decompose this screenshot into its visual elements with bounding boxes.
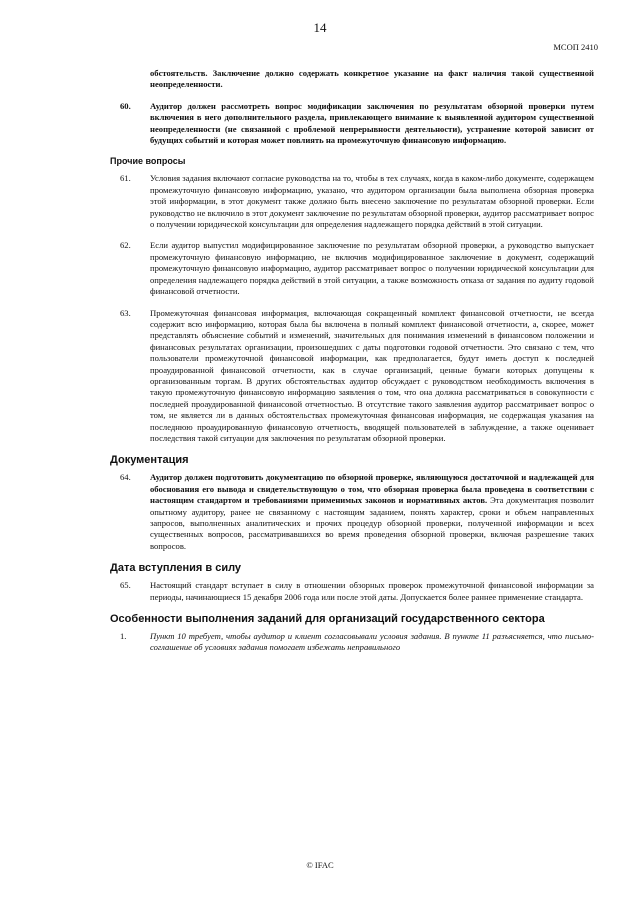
paragraph-63 — [110, 308, 594, 445]
intro-continuation: обстоятельств. Заключение должно содержать конкретное указание на факт наличия такой существенной неопределенности. — [150, 68, 594, 90]
section-heading-public-sector: Особенности выполнения заданий для организаций государственного сектора — [110, 613, 545, 626]
section-heading-documentation: Документация — [110, 454, 189, 467]
paragraph-text: Настоящий стандарт вступает в силу в отношении обзорных проверок промежуточной финансовой информации за периоды, начинающиеся 15 декабря 2006 года или после этой даты. Допускается более раннее применение стандарта. — [150, 580, 594, 602]
paragraph-number: 1. — [120, 631, 127, 642]
public-sector-paragraph-1 — [110, 631, 594, 654]
paragraph-number: 61. — [120, 173, 131, 184]
paragraph-62 — [110, 240, 594, 297]
paragraph-number: 65. — [120, 580, 131, 591]
document-code: МСОП 2410 — [553, 42, 598, 52]
paragraph-text: Аудитор должен рассмотреть вопрос модификации заключения по результатам обзорной проверки путем включения в него дополнительного раздела, привлекающего внимание к выявленной аудитором существенной неопределенности (не связанной с проблемой непрерывности деятельности), устранение которой зависит от будущих событий и которая может повлиять на промежуточную финансовую информацию. — [150, 100, 594, 146]
paragraph-61 — [110, 173, 594, 230]
paragraph-plain-text: Эта документация позволит опытному аудитору, ранее не связанному с настоящим заданием, понять характер, сроки и объем направленных запросов, выполненных аналитических и прочих процедур обзорной проверки, полученной информации и всех существенных вопросов, рассматривавшихся во время проведения обзорной проверки, включая разрешение таких вопросов. — [150, 495, 594, 551]
section-heading-other-issues: Прочие вопросы — [110, 156, 186, 167]
paragraph-text: Если аудитор выпустил модифицированное заключение по результатам обзорной проверки, а руководство выпускает промежуточную финансовую информацию, не включив модифицированное заключение в документ, содержащий промежуточную финансовую информацию, аудитор рассматривает вопрос о получении юридической консультации для определения надлежащего порядка действий в этой ситуации, а также возможность отказа от задания по аудиту годовой финансовой отчетности. — [150, 240, 594, 297]
page-number: 14 — [313, 20, 327, 35]
paragraph-bold-text: Аудитор должен подготовить документацию по обзорной проверке, являющуюся достаточной и надлежащей для обоснования его вывода и свидетельствующую о том, что обзорная проверка была проведена в соответствии с настоящим стандартом и требованиями применимых законов и нормативных актов. — [150, 472, 594, 506]
section-heading-effective-date: Дата вступления в силу — [110, 562, 242, 575]
copyright-footer: © IFAC — [306, 860, 334, 870]
page-content — [110, 68, 594, 664]
paragraph-65 — [110, 580, 594, 603]
paragraph-text: Условия задания включают согласие руководства на то, чтобы в тех случаях, когда в каком-либо документе, содержащем промежуточную финансовую информацию, указано, что аудитором организации была выполнена обзорная проверка этой информации, в этот документ также должно быть внесено заключение по результатам обзорной проверки. Если руководство не включило в этот документ заключение по результатам обзорной проверки, аудитор рассматривает вопрос о получении юридической консультации для определения надлежащего порядка действий в этой ситуации. — [150, 173, 594, 230]
paragraph-text: Пункт 10 требует, чтобы аудитор и клиент согласовывали условия задания. В пункте 11 разъясняется, что письмо-соглашение об условиях задания помогает избежать неправильного — [150, 631, 594, 653]
paragraph-number: 62. — [120, 240, 131, 251]
paragraph-number: 64. — [120, 472, 131, 483]
paragraph-number: 63. — [120, 307, 131, 318]
paragraph-text — [150, 472, 594, 552]
paragraph-64 — [110, 472, 594, 552]
paragraph-number: 60. — [120, 100, 131, 111]
paragraph-60 — [110, 101, 594, 147]
paragraph-text: Промежуточная финансовая информация, включающая сокращенный комплект финансовой отчетности, не всегда содержит всю информацию, которая была бы включена в полный комплект финансовой отчетности, а, скорее, может представлять объяснение событий и изменений, значительных для понимания изменений в финансовом положении и финансовых результатах организации, произошедших с даты подготовки годовой отчетности. Это связано с тем, что пользователи промежуточной финансовой информации, как предполагается, будут иметь доступ к последней проаудированной финансовой отчетности, как в случае организаций, ценные бумаги которых допущены к организованным торгам. В других обстоятельствах аудитор обсуждает с руководством необходимость включения в такую промежуточную финансовую информацию заявления о том, что она должна рассматриваться в совокупности с последней проаудированной финансовой отчетностью. В отсутствие такого заявления аудитор рассматривает вопрос о том, не является ли в данных обстоятельствах промежуточная финансовая информация, не содержащая указания на последнюю проаудированную финансовую отчетность, вводящей пользователей в заблуждение, а также оценивает последствия такой ситуации для заключения по результатам обзорной проверки. — [150, 307, 594, 443]
